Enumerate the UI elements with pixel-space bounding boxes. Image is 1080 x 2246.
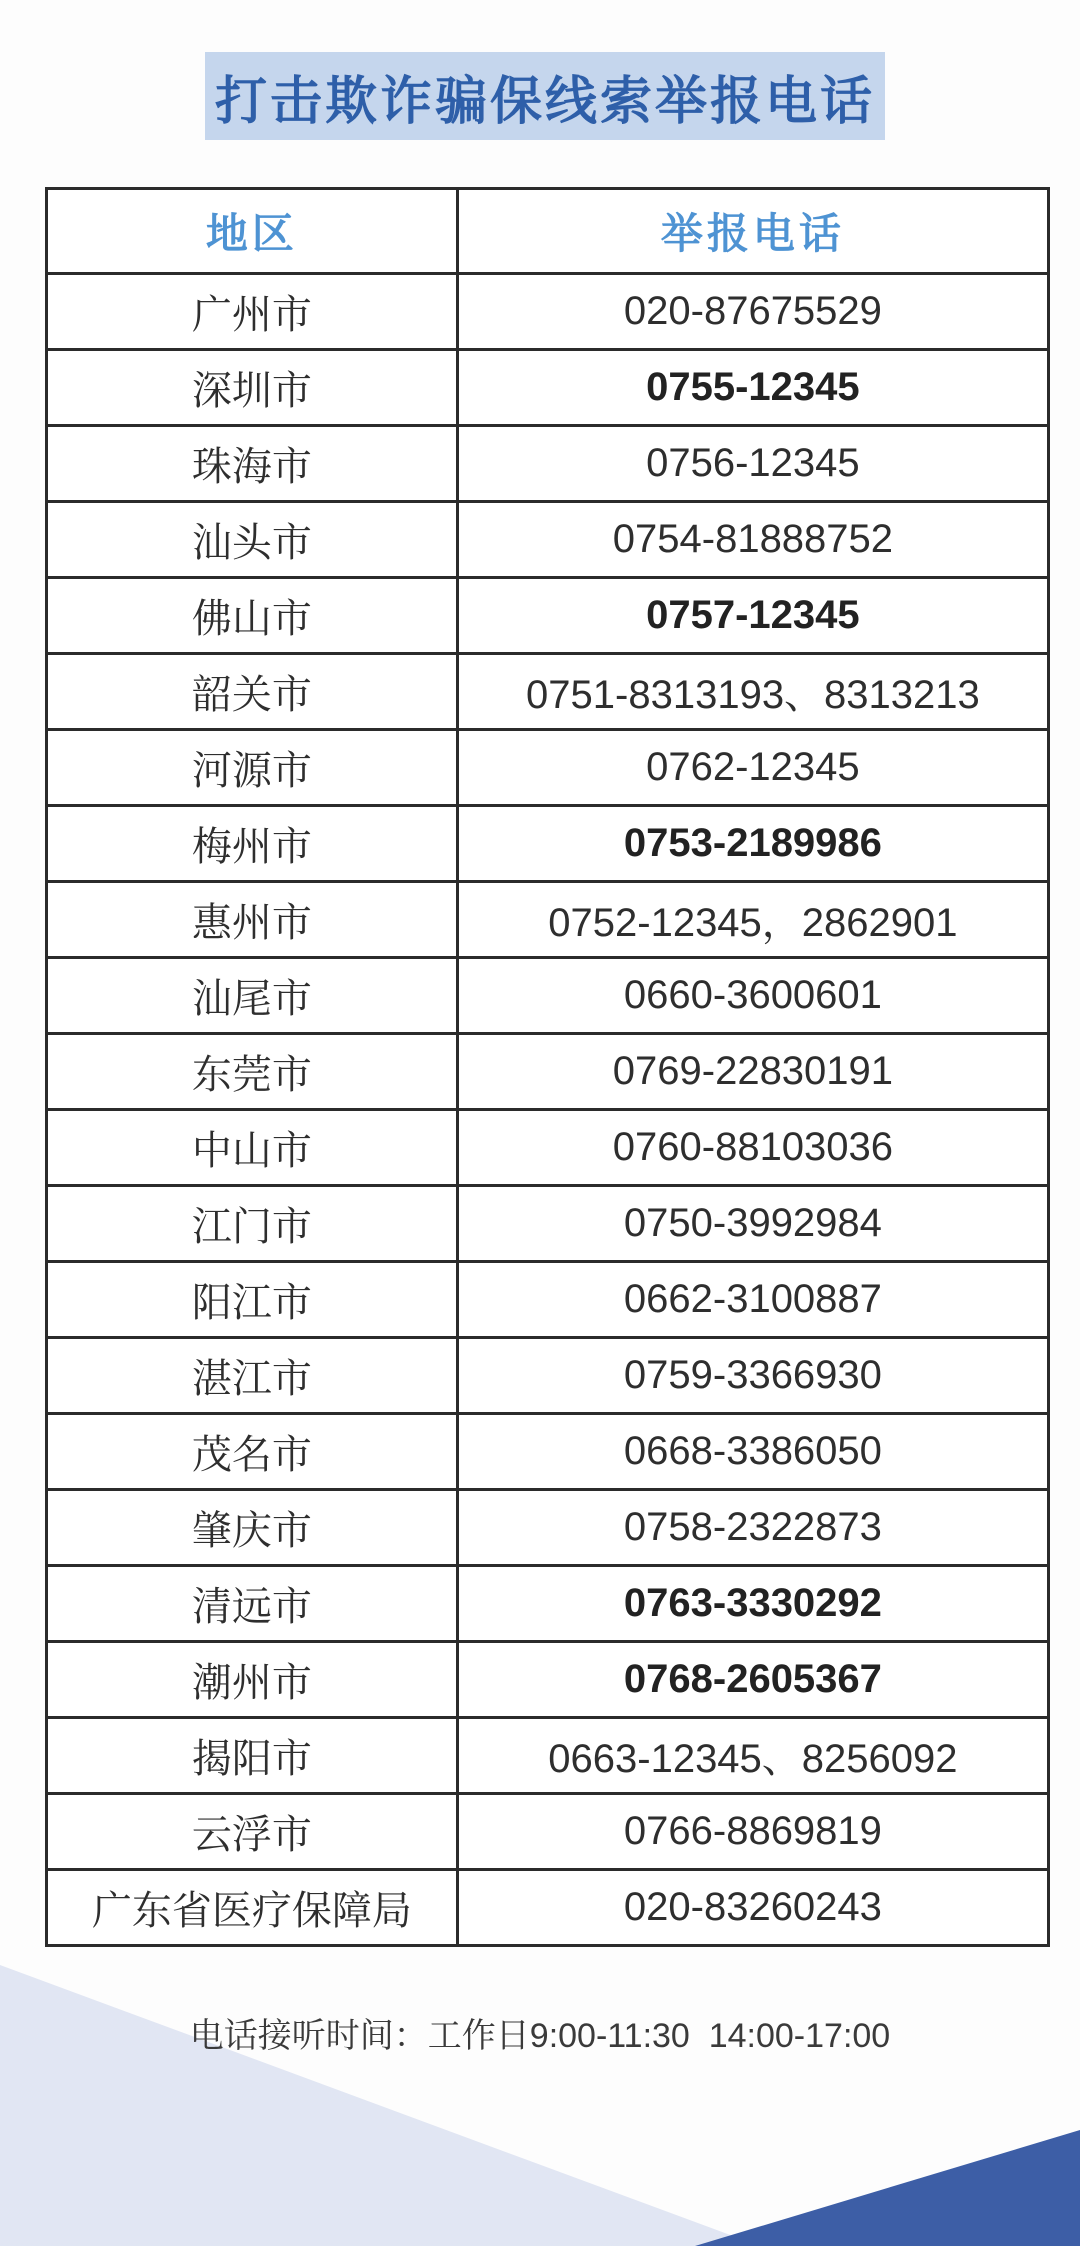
phone-cell: 0754-81888752 xyxy=(457,502,1048,578)
region-cell: 韶关市 xyxy=(47,654,458,730)
region-cell: 梅州市 xyxy=(47,806,458,882)
table-row xyxy=(47,1490,1049,1566)
page-title: 打击欺诈骗保线索举报电话 xyxy=(214,72,875,131)
region-cell: 东莞市 xyxy=(47,1034,458,1110)
phone-cell: 0756-12345 xyxy=(457,426,1048,502)
header-row xyxy=(47,189,1049,274)
table-row xyxy=(47,1034,1049,1110)
table-row xyxy=(47,426,1049,502)
table-header xyxy=(47,189,1049,274)
table-row xyxy=(47,1186,1049,1262)
phone-cell: 020-83260243 xyxy=(457,1870,1048,1946)
phone-cell: 0751-8313193、8313213 xyxy=(457,654,1048,730)
table-row xyxy=(47,1566,1049,1642)
decor-triangle-bottom-right xyxy=(695,2130,1080,2246)
table-row xyxy=(47,1718,1049,1794)
region-cell: 阳江市 xyxy=(47,1262,458,1338)
phone-cell: 0752-12345，2862901 xyxy=(457,882,1048,958)
column-header-region: 地区 xyxy=(47,189,458,274)
region-cell: 深圳市 xyxy=(47,350,458,426)
region-cell: 广州市 xyxy=(47,274,458,350)
phone-cell: 0660-3600601 xyxy=(457,958,1048,1034)
table-row xyxy=(47,1870,1049,1946)
title-banner xyxy=(205,52,885,140)
region-cell: 江门市 xyxy=(47,1186,458,1262)
phone-cell: 0760-88103036 xyxy=(457,1110,1048,1186)
region-cell: 汕尾市 xyxy=(47,958,458,1034)
region-cell: 河源市 xyxy=(47,730,458,806)
region-cell: 云浮市 xyxy=(47,1794,458,1870)
table-row xyxy=(47,1338,1049,1414)
phone-cell: 0755-12345 xyxy=(457,350,1048,426)
table-row xyxy=(47,882,1049,958)
report-table-body xyxy=(47,274,1049,1946)
phone-cell: 020-87675529 xyxy=(457,274,1048,350)
region-cell: 广东省医疗保障局 xyxy=(47,1870,458,1946)
table-row xyxy=(47,350,1049,426)
region-cell: 清远市 xyxy=(47,1566,458,1642)
phone-cell: 0668-3386050 xyxy=(457,1414,1048,1490)
phone-cell: 0663-12345、8256092 xyxy=(457,1718,1048,1794)
phone-cell: 0662-3100887 xyxy=(457,1262,1048,1338)
region-cell: 湛江市 xyxy=(47,1338,458,1414)
table-row xyxy=(47,654,1049,730)
phone-cell: 0768-2605367 xyxy=(457,1642,1048,1718)
region-cell: 中山市 xyxy=(47,1110,458,1186)
table-row xyxy=(47,274,1049,350)
table-row xyxy=(47,1262,1049,1338)
table-row xyxy=(47,1110,1049,1186)
table-row xyxy=(47,502,1049,578)
phone-cell: 0750-3992984 xyxy=(457,1186,1048,1262)
region-cell: 汕头市 xyxy=(47,502,458,578)
table-row xyxy=(47,1414,1049,1490)
region-cell: 肇庆市 xyxy=(47,1490,458,1566)
table-row xyxy=(47,958,1049,1034)
phone-cell: 0762-12345 xyxy=(457,730,1048,806)
column-header-phone: 举报电话 xyxy=(457,189,1048,274)
table-row xyxy=(47,730,1049,806)
hotline-hours-note: 电话接听时间：工作日9:00-11:30 14:00-17:00 xyxy=(189,2017,891,2055)
region-cell: 惠州市 xyxy=(47,882,458,958)
table-row xyxy=(47,578,1049,654)
table-row xyxy=(47,806,1049,882)
table-row xyxy=(47,1794,1049,1870)
phone-cell: 0769-22830191 xyxy=(457,1034,1048,1110)
region-cell: 揭阳市 xyxy=(47,1718,458,1794)
region-cell: 茂名市 xyxy=(47,1414,458,1490)
region-cell: 佛山市 xyxy=(47,578,458,654)
report-phone-table xyxy=(45,187,1050,1947)
phone-cell: 0753-2189986 xyxy=(457,806,1048,882)
phone-cell: 0758-2322873 xyxy=(457,1490,1048,1566)
phone-cell: 0759-3366930 xyxy=(457,1338,1048,1414)
phone-cell: 0763-3330292 xyxy=(457,1566,1048,1642)
table-row xyxy=(47,1642,1049,1718)
phone-cell: 0757-12345 xyxy=(457,578,1048,654)
phone-cell: 0766-8869819 xyxy=(457,1794,1048,1870)
region-cell: 潮州市 xyxy=(47,1642,458,1718)
region-cell: 珠海市 xyxy=(47,426,458,502)
